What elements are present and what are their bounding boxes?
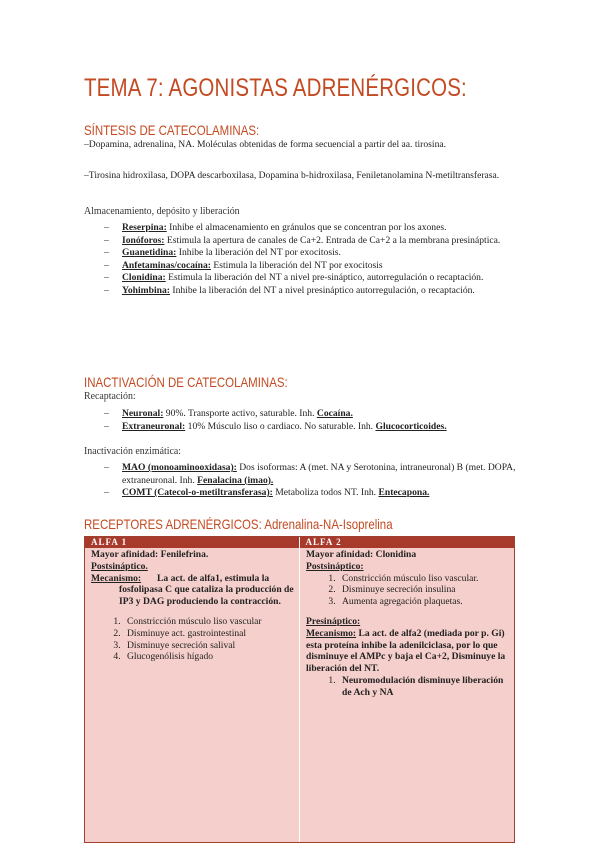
page-title: TEMA 7: AGONISTAS ADRENÉRGICOS: (84, 74, 467, 102)
list-item: 3. Aumenta agregación plaquetas. (338, 596, 510, 608)
sintesis-paragraph-1: –Dopamina, adrenalina, NA. Moléculas obtenidas de forma secuencial a partir del aa. tirosina. (84, 139, 447, 150)
alfa1-effects-list (91, 616, 297, 663)
alfa2-pre-list (306, 675, 510, 699)
column-alfa1 (91, 549, 297, 842)
list-item: 4. Glucogenólisis hígado (123, 651, 297, 663)
list-item: 1. Constricción músculo liso vascular (123, 616, 297, 628)
alfa2-mecanismo-text: La act. de alfa2 (mediada por p. Gi) esta proteína inhibe la adenilciclasa, por lo que disminuye el AMPc y baja el Ca+2, Disminuye la liberación del NT. (306, 627, 506, 675)
list-item: – Reserpina: Inhibe el almacenamiento en gránulos que se concentran por los axones. (84, 222, 524, 235)
list-item: 2. Disminuye act. gastrointestinal (123, 628, 297, 640)
subheading-recaptacion: Recaptación: (84, 390, 136, 402)
alfa1-mecanismo-label: Mecanismo: (91, 572, 142, 584)
alfa2-post-list (306, 573, 510, 608)
alfa2-mecanismo-label: Mecanismo: (306, 627, 357, 639)
almacenamiento-list (84, 222, 524, 297)
list-item: 1. Neuromodulación disminuye liberación de Ach y NA (338, 675, 510, 699)
list-item: – MAO (monoaminooxidasa): Dos isoformas: A (met. NA y Serotonina, intraneuronal) B (met. DOPA, extraneuronal. Inh. Fenalacina (imao). (84, 462, 524, 487)
subheading-almacenamiento: Almacenamiento, depósito y liberación (84, 205, 240, 217)
list-item: – Ionóforos: Estimula la apertura de canales de Ca+2. Entrada de Ca+2 a la membrana presináptica. (84, 235, 524, 248)
column-divider (299, 537, 300, 842)
list-item: – Yohimbina: Inhibe la liberación del NT a nivel presináptico autorregulación, o recaptación. (84, 285, 524, 298)
list-item: 3. Disminuye secreción salival (123, 640, 297, 652)
list-item: – COMT (Catecol-o-metiltransferasa): Metaboliza todos NT. Inh. Entecapona. (84, 487, 524, 500)
column-alfa2 (306, 549, 510, 842)
alfa1-afinidad: Mayor afinidad: Fenilefrina. (91, 549, 209, 560)
receptores-table (84, 536, 515, 843)
sintesis-paragraph-2: –Tirosina hidroxilasa, DOPA descarboxilasa, Dopamina b-hidroxilasa, Feniletanolamina N-metiltransferasa. (84, 170, 500, 181)
section-heading-inactivacion: INACTIVACIÓN DE CATECOLAMINAS: (84, 374, 288, 390)
section-heading-receptores: RECEPTORES ADRENÉRGICOS: Adrenalina-NA-Isoprelina (84, 516, 393, 532)
list-item: – Clonidina: Estimula la liberación del NT a nivel pre-sináptico, autorregulación o recaptación. (84, 272, 524, 285)
alfa2-pre: Presináptico: (306, 615, 361, 627)
alfa1-post: Postsináptico. (91, 560, 148, 572)
alfa1-mecanismo-text: La act. de alfa1, estimula la fosfolipasa C que cataliza la producción de IP3 y DAG produciendo la contracción. (119, 572, 294, 608)
section-heading-sintesis: SÍNTESIS DE CATECOLAMINAS: (84, 122, 260, 138)
column-header-alfa1: ALFA 1 (91, 537, 128, 547)
alfa2-afinidad: Mayor afinidad: Clonidina (306, 549, 417, 560)
list-item: – Neuronal: 90%. Transporte activo, saturable. Inh. Cocaína. (84, 408, 524, 421)
column-header-alfa2: ALFA 2 (305, 537, 342, 547)
list-item: 1. Constricción músculo liso vascular. (338, 573, 510, 585)
recaptacion-list (84, 408, 524, 433)
list-item: – Guanetidina: Inhibe la liberación del NT por exocitosis. (84, 247, 524, 260)
list-item: – Extraneuronal: 10% Músculo liso o cardiaco. No saturable. Inh. Glucocorticoides. (84, 421, 524, 434)
list-item: – Anfetaminas/cocaína: Estimula la liberación del NT por exocitosis (84, 260, 524, 273)
alfa2-post: Postsináptico: (306, 560, 364, 572)
enzimatica-list (84, 462, 524, 500)
subheading-enzimatica: Inactivación enzimática: (84, 445, 182, 457)
list-item: 2. Disminuye secreción insulina (338, 584, 510, 596)
